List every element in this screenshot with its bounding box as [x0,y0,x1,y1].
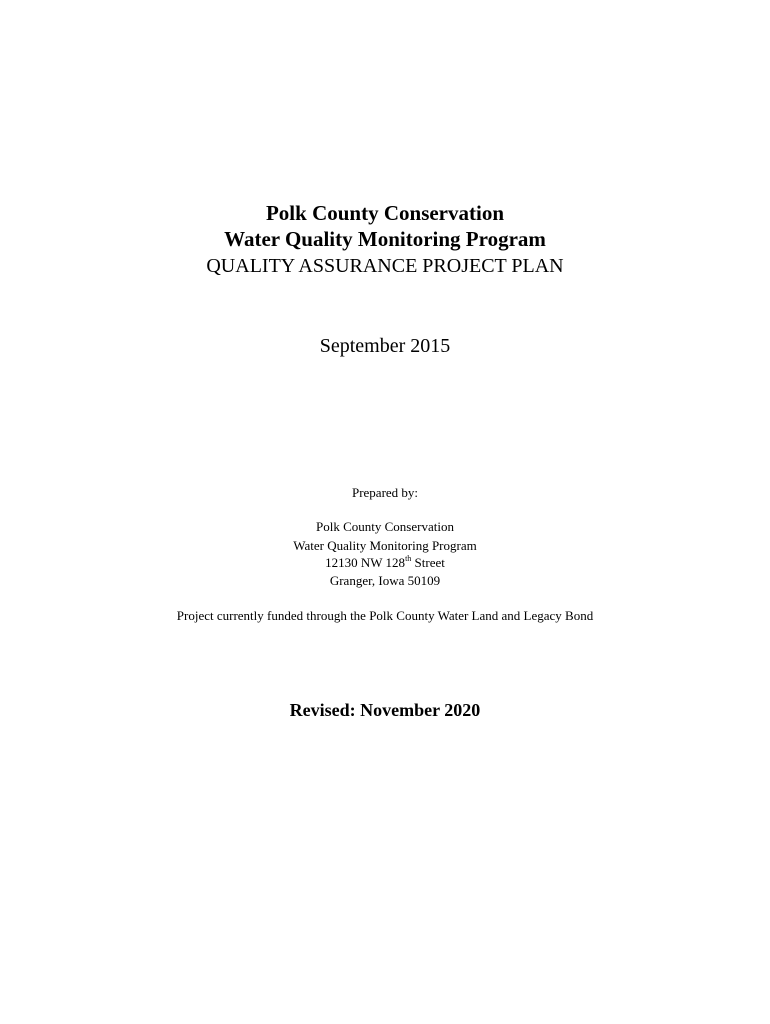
title-document-type: QUALITY ASSURANCE PROJECT PLAN [206,255,564,277]
title-organization: Polk County Conservation [265,201,505,225]
preparer-program: Water Quality Monitoring Program [293,538,477,553]
street-name: Street [411,555,445,570]
preparer-organization: Polk County Conservation [316,519,454,534]
preparer-street-address [0,556,770,569]
title-program: Water Quality Monitoring Program [224,227,546,251]
street-number: 12130 NW 128 [325,555,406,570]
revised-date: Revised: November 2020 [289,700,481,720]
preparer-city-line: Granger, Iowa 50109 [329,573,441,588]
plan-date: September 2015 [319,335,451,357]
prepared-by-label: Prepared by: [351,485,419,500]
street-ordinal-suffix: th [405,554,412,563]
funding-note: Project currently funded through the Polk County Water Land and Legacy Bond [176,608,594,623]
